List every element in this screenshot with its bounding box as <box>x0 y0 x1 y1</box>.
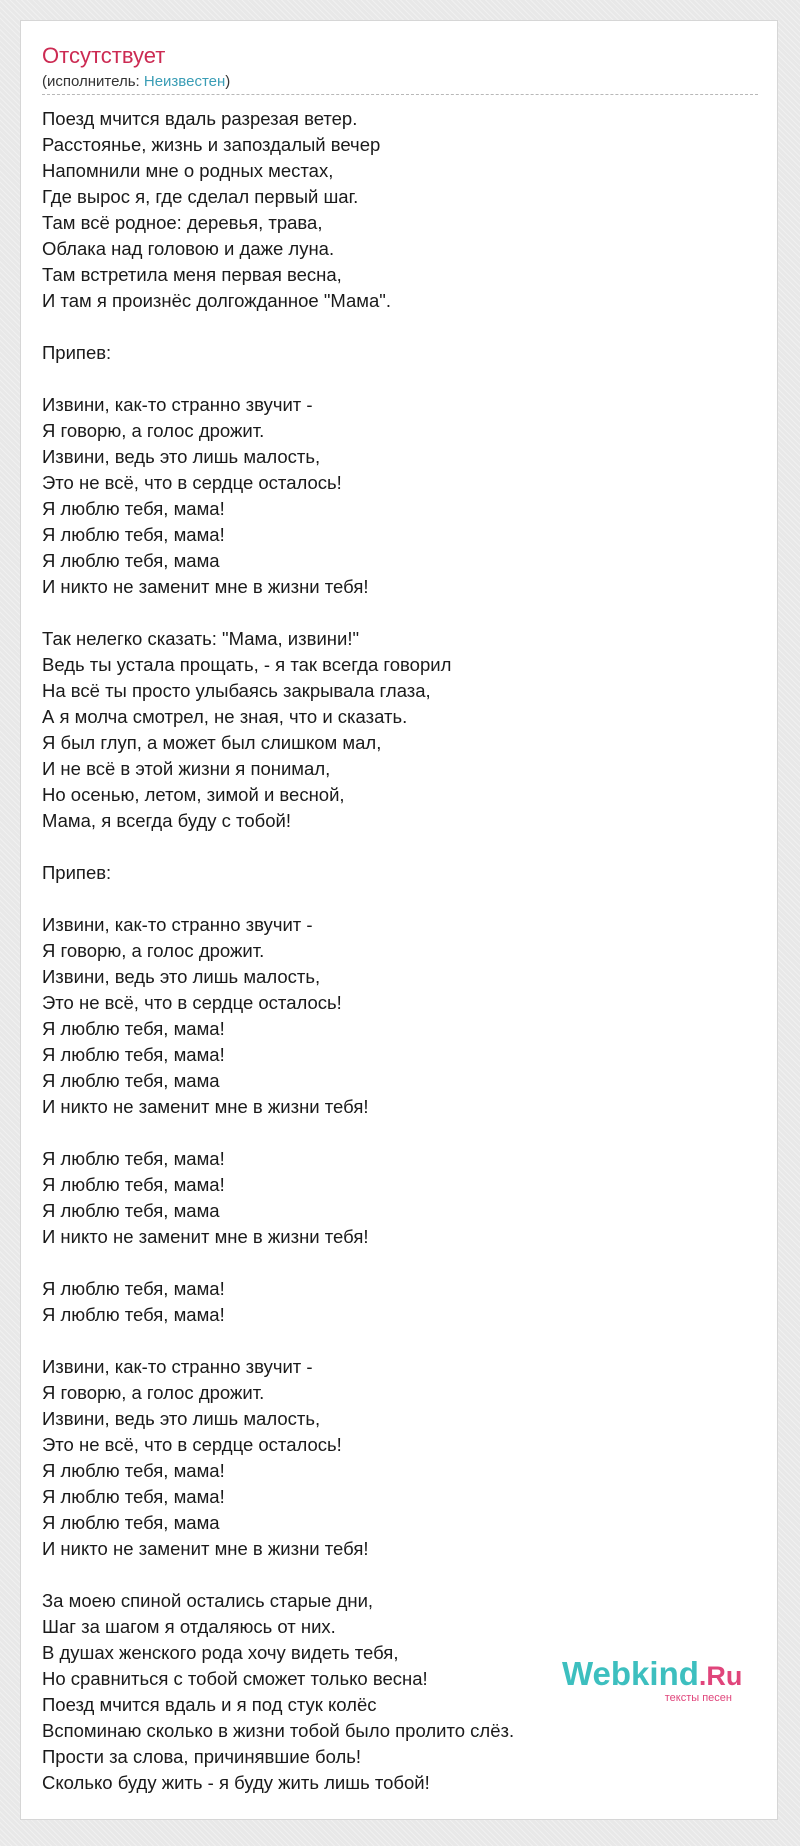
lyrics-line: Я люблю тебя, мама! <box>42 1486 225 1507</box>
lyrics-line: Но сравниться с тобой сможет только весна! <box>42 1668 428 1689</box>
lyrics-line: За моею спиной остались старые дни, <box>42 1590 374 1611</box>
lyrics-line: Шаг за шагом я отдаляюсь от них. <box>42 1616 336 1637</box>
lyrics-line: Я люблю тебя, мама <box>42 1200 220 1221</box>
lyrics-stanza <box>42 912 742 1120</box>
lyrics-line: Извини, ведь это лишь малость, <box>42 1408 321 1429</box>
header-divider <box>42 94 758 95</box>
lyrics-line: Это не всё, что в сердце осталось! <box>42 1434 342 1455</box>
lyrics-line: На всё ты просто улыбаясь закрывала глаза, <box>42 680 431 701</box>
brand-tagline: тексты песен <box>664 1692 732 1704</box>
performer-link[interactable]: Неизвестен <box>143 73 226 90</box>
lyrics-line: Я говорю, а голос дрожит. <box>42 1382 265 1403</box>
lyrics-line: И никто не заменит мне в жизни тебя! <box>42 1226 369 1247</box>
lyrics-stanza <box>42 340 742 366</box>
lyrics-line: Поезд мчится вдаль и я под стук колёс <box>42 1694 377 1715</box>
lyrics-line: Прости за слова, причинявшие боль! <box>42 1746 362 1767</box>
lyrics-line: И там я произнёс долгожданное "Мама". <box>42 290 392 311</box>
lyrics-line: Я люблю тебя, мама! <box>42 524 225 545</box>
lyrics-line: Я люблю тебя, мама! <box>42 1278 225 1299</box>
brand-suffix: .Ru <box>698 1661 743 1691</box>
lyrics-line: И не всё в этой жизни я понимал, <box>42 758 331 779</box>
lyrics-line: Я говорю, а голос дрожит. <box>42 940 265 961</box>
lyrics-line: Я люблю тебя, мама! <box>42 1460 225 1481</box>
lyrics-line: Я люблю тебя, мама <box>42 1512 220 1533</box>
lyrics-line: Мама, я всегда буду с тобой! <box>42 810 291 831</box>
lyrics-line: Вспоминаю сколько в жизни тобой было пролито слёз. <box>42 1720 515 1741</box>
song-title: Отсутствует <box>42 43 166 68</box>
lyrics-stanza <box>42 626 742 834</box>
lyrics-line: Я говорю, а голос дрожит. <box>42 420 265 441</box>
brand-name: Webkind <box>562 1655 699 1692</box>
lyrics-line: Я люблю тебя, мама! <box>42 1018 225 1039</box>
lyrics-stanza <box>42 860 742 886</box>
lyrics-line: Извини, ведь это лишь малость, <box>42 966 321 987</box>
lyrics-line: Это не всё, что в сердце осталось! <box>42 472 342 493</box>
lyrics-stanza <box>42 392 742 600</box>
lyrics-line: Я люблю тебя, мама! <box>42 498 225 519</box>
lyrics-line: И никто не заменит мне в жизни тебя! <box>42 1538 369 1559</box>
brand-wordmark <box>562 1657 742 1690</box>
lyrics-line: Там встретила меня первая весна, <box>42 264 342 285</box>
lyrics-line: Напомнили мне о родных местах, <box>42 160 334 181</box>
lyrics-line: А я молча смотрел, не зная, что и сказать. <box>42 706 408 727</box>
lyrics-line: Припев: <box>42 342 112 363</box>
lyrics-line: Извини, как-то странно звучит - <box>42 914 313 935</box>
lyrics-text <box>42 106 742 1822</box>
lyrics-line: Я люблю тебя, мама <box>42 1070 220 1091</box>
lyrics-stanza <box>42 106 742 314</box>
lyrics-line: Извини, как-то странно звучит - <box>42 394 313 415</box>
lyrics-line: Извини, как-то странно звучит - <box>42 1356 313 1377</box>
lyrics-line: Сколько буду жить - я буду жить лишь тобой! <box>42 1772 430 1793</box>
lyrics-line: Расстоянье, жизнь и запоздалый вечер <box>42 134 381 155</box>
lyrics-line: Я люблю тебя, мама! <box>42 1148 225 1169</box>
lyrics-stanza <box>42 1276 742 1328</box>
lyrics-line: Я люблю тебя, мама! <box>42 1174 225 1195</box>
lyrics-line: Извини, ведь это лишь малость, <box>42 446 321 467</box>
lyrics-line: Это не всё, что в сердце осталось! <box>42 992 342 1013</box>
lyrics-line: Я люблю тебя, мама! <box>42 1044 225 1065</box>
lyrics-line: Но осенью, летом, зимой и весной, <box>42 784 345 805</box>
site-logo[interactable] <box>562 1657 762 1711</box>
performer-line <box>42 73 230 91</box>
lyrics-line: Где вырос я, где сделал первый шаг. <box>42 186 359 207</box>
lyrics-line: Поезд мчится вдаль разрезая ветер. <box>42 108 358 129</box>
lyrics-line: Там всё родное: деревья, трава, <box>42 212 323 233</box>
lyrics-line: Я люблю тебя, мама <box>42 550 220 571</box>
lyrics-line: И никто не заменит мне в жизни тебя! <box>42 576 369 597</box>
lyrics-stanza <box>42 1146 742 1250</box>
performer-prefix: (исполнитель: <box>42 73 144 90</box>
lyrics-line: В душах женского рода хочу видеть тебя, <box>42 1642 399 1663</box>
performer-suffix: ) <box>225 73 231 90</box>
lyrics-card <box>20 20 778 1820</box>
lyrics-line: И никто не заменит мне в жизни тебя! <box>42 1096 369 1117</box>
lyrics-line: Облака над головою и даже луна. <box>42 238 335 259</box>
lyrics-line: Я был глуп, а может был слишком мал, <box>42 732 382 753</box>
lyrics-line: Припев: <box>42 862 112 883</box>
lyrics-line: Так нелегко сказать: "Мама, извини!" <box>42 628 360 649</box>
lyrics-line: Я люблю тебя, мама! <box>42 1304 225 1325</box>
lyrics-line: Ведь ты устала прощать, - я так всегда говорил <box>42 654 452 675</box>
lyrics-stanza <box>42 1354 742 1562</box>
